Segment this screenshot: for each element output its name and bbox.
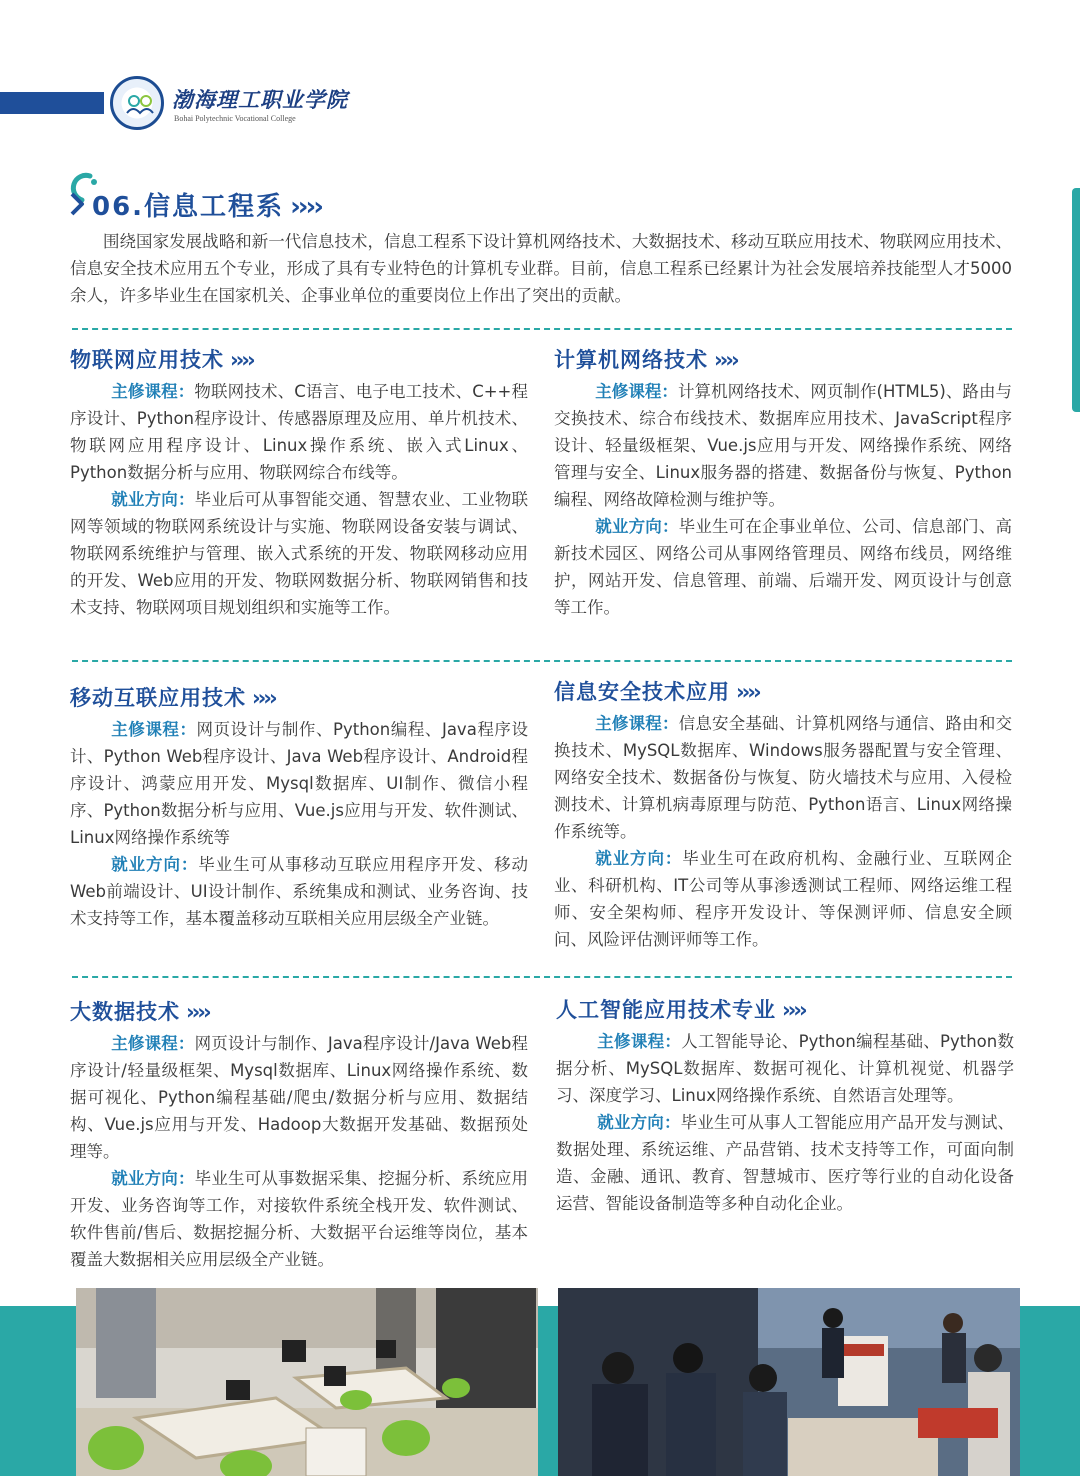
major-jobs: 就业方向：毕业后可从事智能交通、智慧农业、工业物联网等领域的物联网系统设计与实施、物联网设备安装与调试、物联网系统维护与管理、嵌入式系统的开发、物联网移动应用的开发、Web应用的开发、物联网数据分析、物联网销售和技术支持、物联网项目规划组织和实施等工作。 <box>70 490 529 617</box>
courses-label: 主修课程： <box>595 382 678 401</box>
major-courses: 主修课程：物联网技术、C语言、电子电工技术、C++程序设计、Python程序设计、传感器原理及应用、单片机技术、物联网应用程序设计、Linux操作系统、嵌入式Linux、Python数据分析与应用、物联网综合布线等。 <box>70 382 528 482</box>
jobs-label: 就业方向： <box>597 1113 681 1132</box>
major-jobs: 就业方向：毕业生可从事移动互联应用程序开发、移动Web前端设计、UI设计制作、系统集成和测试、业务咨询、技术支持等工作，基本覆盖移动互联相关应用层级全产业链。 <box>70 855 529 928</box>
major-title: 物联网应用技术 ›››› <box>70 348 253 372</box>
jobs-label: 就业方向： <box>111 1169 195 1188</box>
major-jobs: 就业方向：毕业生可在企事业单位、公司、信息部门、高新技术园区、网络公司从事网络管理员、网络布线员，网络维护，网站开发、信息管理、前端、后端开发、网页设计与创意等工作。 <box>554 517 1013 617</box>
right-edge-decoration <box>1072 188 1080 412</box>
major-courses: 主修课程：网页设计与制作、Python编程、Java程序设计、Python Web程序设计、Java Web程序设计、Android程序设计、鸿蒙应用开发、Mysql数据库、UI制作、微信小程序、Python数据分析与应用、Vue.js应用与开发、软件测试、Linux网络操作系统等 <box>70 720 528 847</box>
major-title: 信息安全技术应用 ›››› <box>554 680 759 704</box>
major-network <box>554 344 1012 621</box>
major-jobs: 就业方向：毕业生可从事人工智能应用产品开发与测试、数据处理、系统运维、产品营销、技术支持等工作，可面向制造、金融、通讯、教育、智慧城市、医疗等行业的自动化设备运营、智能设备制造等多种自动化企业。 <box>556 1113 1015 1213</box>
divider <box>72 976 1012 978</box>
major-security <box>554 676 1012 953</box>
courses-label: 主修课程： <box>111 1034 195 1053</box>
jobs-label: 就业方向： <box>111 490 195 509</box>
arrows-icon: ›››› <box>186 1000 209 1024</box>
major-ai <box>556 994 1014 1217</box>
computer-lab-photo <box>76 1288 538 1476</box>
courses-label: 主修课程： <box>111 720 197 739</box>
arrows-icon: ›››› <box>782 998 805 1022</box>
jobs-label: 就业方向： <box>595 517 679 536</box>
college-emblem-icon <box>110 76 164 130</box>
major-jobs: 就业方向：毕业生可在政府机构、金融行业、互联网企业、科研机构、IT公司等从事渗透测试工程师、网络运维工程师、安全架构师、程序开发设计、等保测评师、信息安全顾问、风险评估测评师等工作。 <box>554 849 1013 949</box>
arrows-icon: ›››› <box>736 680 759 704</box>
major-title: 计算机网络技术 ›››› <box>554 348 737 372</box>
major-title: 人工智能应用技术专业 ›››› <box>556 998 805 1022</box>
major-mobile <box>70 682 528 932</box>
college-name-en: Bohai Polytechnic Vocational College <box>174 114 296 123</box>
divider <box>72 660 1012 662</box>
college-name-cn: 渤海理工职业学院 <box>172 87 348 112</box>
arrows-icon: ›››› <box>252 686 275 710</box>
major-iot <box>70 344 528 621</box>
major-courses: 主修课程：信息安全基础、计算机网络与通信、路由和交换技术、MySQL数据库、Windows服务器配置与安全管理、网络安全技术、数据备份与恢复、防火墙技术与应用、入侵检测技术、计算机病毒原理与防范、Python语言、Linux网络操作系统等。 <box>554 714 1013 841</box>
major-title: 大数据技术 ›››› <box>70 1000 209 1024</box>
major-courses: 主修课程：计算机网络技术、网页制作(HTML5)、路由与交换技术、综合布线技术、数据库应用技术、JavaScript程序设计、轻量级框架、Vue.js应用与开发、网络操作系统、网络管理与安全、Linux服务器的搭建、数据备份与恢复、Python编程、网络故障检测与维护等。 <box>554 382 1012 509</box>
divider <box>72 328 1012 330</box>
classroom-presentation-photo <box>558 1288 1020 1476</box>
title-arrows-icon: ›››› <box>290 192 321 222</box>
major-courses: 主修课程：人工智能导论、Python编程基础、Python数据分析、MySQL数据库、数据可视化、计算机视觉、机器学习、深度学习、Linux网络操作系统、自然语言处理等。 <box>556 1032 1015 1105</box>
major-courses: 主修课程：网页设计与制作、Java程序设计/Java Web程序设计/轻量级框架、Mysql数据库、Linux网络操作系统、数据可视化、Python编程基础/爬虫/数据分析与应用、数据结构、Vue.js应用与开发、Hadoop大数据开发基础、数据预处理等。 <box>70 1034 529 1161</box>
courses-label: 主修课程： <box>597 1032 682 1051</box>
courses-label: 主修课程： <box>595 714 679 733</box>
jobs-label: 就业方向： <box>111 855 199 874</box>
section-title: 06.信息工程系 ›››› <box>92 192 321 222</box>
major-bigdata <box>70 996 528 1273</box>
jobs-label: 就业方向： <box>595 849 683 868</box>
arrows-icon: ›››› <box>230 348 253 372</box>
college-logo <box>110 76 350 132</box>
courses-label: 主修课程： <box>111 382 195 401</box>
major-title: 移动互联应用技术 ›››› <box>70 686 275 710</box>
major-jobs: 就业方向：毕业生可从事数据采集、挖掘分析、系统应用开发、业务咨询等工作，对接软件系统全栈开发、软件测试、软件售前/售后、数据挖掘分析、大数据平台运维等岗位，基本覆盖大数据相关应用层级全产业链。 <box>70 1169 529 1269</box>
arrows-icon: ›››› <box>714 348 737 372</box>
header-color-bar <box>0 92 104 114</box>
section-intro: 围绕国家发展战略和新一代信息技术，信息工程系下设计算机网络技术、大数据技术、移动互联应用技术、物联网应用技术、信息安全技术应用五个专业，形成了具有专业特色的计算机专业群。目前，信息工程系已经累计为社会发展培养技能型人才5000余人，许多毕业生在国家机关、企事业单位的重要岗位上作出了突出的贡献。 <box>70 232 1012 305</box>
